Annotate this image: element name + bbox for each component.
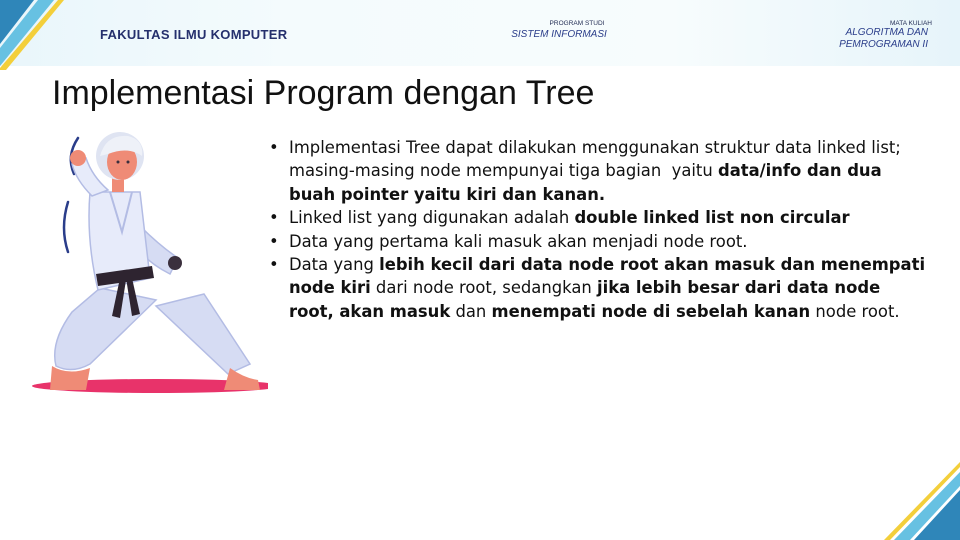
bullet-text: Linked list yang digunakan adalah (289, 208, 575, 228)
program-label: PROGRAM STUDI (549, 20, 605, 27)
faculty-name: FAKULTAS ILMU KOMPUTER (100, 27, 288, 42)
course-label: MATA KULIAH (889, 20, 932, 27)
corner-decoration-bottom-right (870, 460, 960, 540)
bullet-bold-text: lebih kecil dari data node root akan masuk dan menempati node kiri (289, 255, 926, 298)
bullet-bold-text: data/info dan dua buah pointer yaitu kiri dan kanan. (289, 161, 882, 204)
course-value-line2: PEMROGRAMAN II (839, 39, 928, 50)
bullet-item (268, 136, 928, 206)
bullet-bold-text: menempati node di sebelah kanan (491, 301, 811, 321)
bullet-item (268, 230, 928, 253)
bullet-list (268, 136, 928, 323)
slide-title: Implementasi Program dengan Tree (52, 74, 595, 112)
bullet-item (268, 206, 928, 229)
bullet-bold-text: double linked list non circular (574, 208, 850, 228)
program-value: SISTEM INFORMASI (511, 29, 607, 40)
corner-decoration-top-left (0, 0, 90, 70)
bullet-text: node root. (810, 301, 900, 321)
bullet-item (268, 253, 928, 323)
bullet-bold-text: jika lebih besar dari data node root, akan masuk (289, 278, 881, 321)
bullet-text: dan (450, 301, 492, 321)
bullet-text: dari node root, sedangkan (370, 278, 597, 298)
course-value (810, 27, 928, 51)
bullet-text: Implementasi Tree dapat dilakukan menggunakan struktur data linked list; masing-masing node mempunyai tiga bagian yaitu (289, 138, 907, 181)
bullet-text: Data yang (289, 255, 380, 275)
karate-illustration (28, 128, 268, 398)
bullet-text: Data yang pertama kali masuk akan menjadi node root. (289, 231, 748, 251)
course-value-line1: ALGORITMA DAN (845, 27, 928, 38)
